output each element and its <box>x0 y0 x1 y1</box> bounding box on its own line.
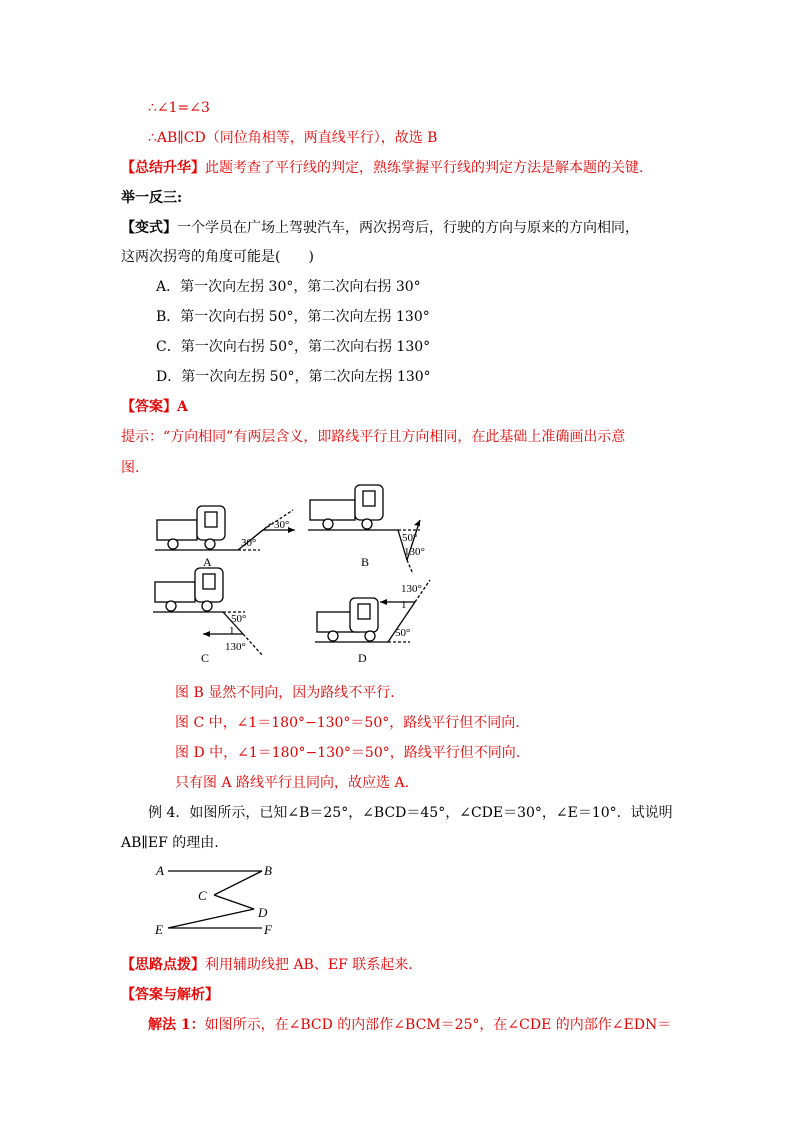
text-line: 这两次拐弯的角度可能是( ) <box>121 249 314 265</box>
option-d: D．第一次向左拐 50°，第二次向左拐 130° <box>156 369 431 385</box>
point-label: D <box>258 905 268 920</box>
text-body: 此题考查了平行线的判定，熟练掌握平行线的判定方法是解本题的关键. <box>205 160 644 176</box>
angle-label: 130° <box>225 641 246 653</box>
diagram-label-c: C <box>201 651 210 665</box>
explain-line: 只有图 A 路线平行且同向，故应选 A. <box>175 775 410 791</box>
angle-label: 30° <box>241 537 257 549</box>
section-tag: 【思路点拨】 <box>121 957 205 973</box>
point-label: B <box>264 863 272 878</box>
diagram-c <box>153 568 263 656</box>
answer: 【答案】A <box>121 399 188 415</box>
angle-label: 130° <box>401 583 422 595</box>
section-tag: 解法 1： <box>148 1017 205 1033</box>
hint-line: 图. <box>121 460 140 476</box>
angle-label: 30° <box>274 519 290 531</box>
hint-line: 提示：“方向相同”有两层含义，即路线平行且方向相同，在此基础上准确画出示意 <box>121 429 626 445</box>
section-tag: 【答案与解析】 <box>121 987 219 1003</box>
explain-line: 图 D 中，∠1＝180°−130°＝50°，路线平行但不同向. <box>175 745 521 761</box>
example-text: 例 4．如图所示，已知∠B＝25°，∠BCD＝45°，∠CDE＝30°，∠E＝10°．试说明 <box>148 805 673 821</box>
point-label: A <box>156 863 164 878</box>
option-b: B．第一次向右拐 50°，第二次向左拐 130° <box>156 309 430 325</box>
angle-label: 50° <box>402 532 418 544</box>
text-body: 一个学员在广场上驾驶汽车，两次拐弯后，行驶的方向与原来的方向相同， <box>177 220 639 236</box>
angle-label: 1 <box>229 625 235 637</box>
diagram-label-d: D <box>358 651 367 665</box>
point-label: F <box>264 922 272 937</box>
point-label: E <box>155 922 163 937</box>
section-tag: 【总结升华】 <box>121 160 205 176</box>
text-body: 利用辅助线把 AB、EF 联系起来. <box>205 957 413 973</box>
truck-route-figure <box>145 482 475 668</box>
text-body: 如图所示，在∠BCD 的内部作∠BCM＝25°，在∠CDE 的内部作∠EDN＝ <box>204 1017 672 1033</box>
diagram-label-a: A <box>203 555 212 569</box>
text-line <box>148 1015 671 1035</box>
angle-label: 50° <box>395 627 411 639</box>
explain-line: 图 C 中，∠1＝180°−130°＝50°，路线平行但不同向. <box>175 715 520 731</box>
text-line <box>121 955 413 975</box>
text-line <box>121 218 639 238</box>
option-a: A．第一次向左拐 30°，第二次向右拐 30° <box>156 279 421 295</box>
option-c: C．第一次向右拐 50°，第二次向右拐 130° <box>156 339 431 355</box>
explain-line: 图 B 显然不同向，因为路线不平行. <box>175 685 395 701</box>
section-heading: 举一反三: <box>121 190 183 206</box>
angle-label: 130° <box>404 546 425 558</box>
text-line <box>121 158 643 178</box>
angle-label: 50° <box>231 613 247 625</box>
diagram-label-b: B <box>361 555 370 569</box>
example-text: AB∥EF 的理由. <box>121 835 219 851</box>
text-line: ∴∠1=∠3 <box>148 100 210 116</box>
text-line: ∴AB∥CD（同位角相等，两直线平行），故选 B <box>148 130 438 146</box>
section-tag: 【变式】 <box>121 220 177 236</box>
parallel-lines-figure <box>150 860 290 940</box>
point-label: C <box>198 888 207 903</box>
angle-label: 1 <box>401 599 407 611</box>
